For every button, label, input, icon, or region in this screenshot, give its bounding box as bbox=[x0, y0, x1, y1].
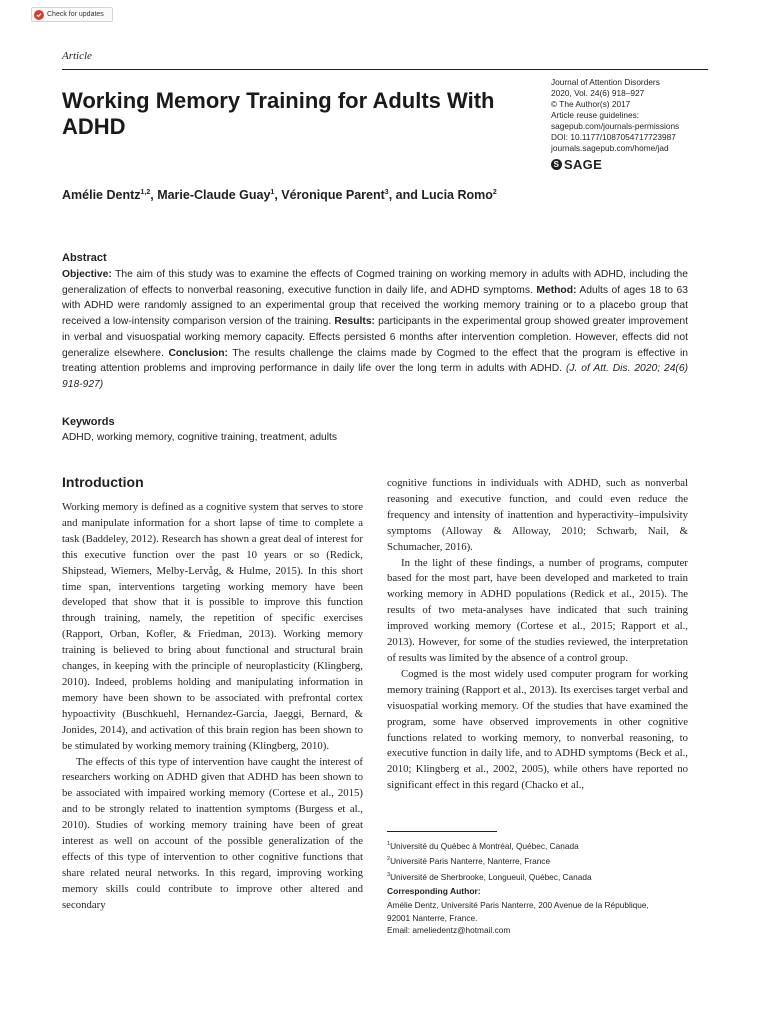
keywords-heading: Keywords bbox=[62, 416, 115, 428]
intro-left-column bbox=[62, 500, 363, 914]
doi-link[interactable]: DOI: 10.1177/1087054717723987 bbox=[551, 132, 676, 142]
affiliation-item: $^1$Université du Québec à Montréal, Québec, Canada bbox=[387, 840, 579, 851]
method-text: Adults of ages 18 to 63 with ADHD were randomly assigned to an experimental group that received the working memory training or to a placebo group that received a low-intensity comparison version of the training. bbox=[62, 284, 689, 328]
affiliation-item: $^2$Université Paris Nanterre, Nanterre, France bbox=[387, 856, 551, 867]
affiliations-list bbox=[387, 838, 707, 884]
keywords-list: ADHD, working memory, cognitive training, treatment, adults bbox=[62, 432, 338, 443]
results-label: Results: bbox=[334, 316, 375, 328]
sage-logo-icon: S bbox=[551, 159, 562, 170]
intro-paragraph: In the light of these findings, a number of programs, computer based for the most part, have been developed and marketed to train working memory in ADHD populations (Redick et al., 2015). The results of two meta-analyses have indicated that such training improved working memory (Cortese et al., 2015; Rapport et al., 2013). However, for some of the studies reviewed, the interpretation of results was limited by the absence of a control group. bbox=[387, 556, 688, 664]
author-affiliation-mark: 1 bbox=[270, 188, 275, 196]
intro-right-column bbox=[387, 476, 688, 794]
publisher-name: SAGE bbox=[564, 157, 603, 172]
author-name: Véronique Parent bbox=[281, 188, 385, 202]
intro-paragraph: Working memory is defined as a cognitive system that serves to store and manipulate information for a short lapse of time to complete a task (Baddeley, 2012). Research has shown a great deal of interest for this executive function over the past 10 years or so (Redick, Shipstead, Wiemers, Melby-Lervåg, & Hulme, 2015). In this short time span, interventions targeting working memory have been developed that show that it is possible to improve this function through training, namely, the repetition of specific exercises (Rapport, Orban, Kofler, & Friedman, 2013). Working memory training is believed to bring about functional and structural brain changes, in keeping with the principle of neuroplasticity (Klingberg, 2010). Indeed, problems holding and manipulating information in memory have been shown to be associated with prefrontal cortex hypoactivity (Buschkuehl, Hernandez-Garcia, Jaeggi, Bernard, & Jonides, 2014), and activation of this brain region has been shown to be stimulated by working memory training (Klingberg, 2010). bbox=[62, 501, 363, 752]
footnote-rule bbox=[387, 831, 497, 832]
abstract-body bbox=[62, 267, 688, 393]
method-label: Method: bbox=[536, 284, 577, 296]
author-affiliation-mark: 3 bbox=[384, 188, 389, 196]
objective-text: The aim of this study was to examine the effects of Cogmed training on working memory in adults with ADHD, including the generalization of effects to nonverbal reasoning, executive function in daily life, and ADHD symptoms. bbox=[62, 269, 688, 296]
paper-title: Working Memory Training for Adults With ADHD bbox=[62, 88, 495, 139]
author-affiliation-mark: 1,2 bbox=[140, 188, 151, 196]
journal-info bbox=[551, 77, 721, 154]
journal-name: Journal of Attention Disorders bbox=[551, 77, 660, 87]
journal-home-link[interactable]: journals.sagepub.com/home/jad bbox=[551, 143, 669, 153]
header-rule bbox=[62, 69, 708, 70]
reuse-guidelines-label: Article reuse guidelines: bbox=[551, 110, 640, 120]
copyright-line: © The Author(s) 2017 bbox=[551, 99, 631, 109]
intro-paragraph: Cogmed is the most widely used computer program for working memory training (Rapport et al., 2013). Its exercises target verbal and visuospatial working memory. Of the studies that have examined the program, some have observed improvements in other cognitive functions related to working memory, to nonverbal reasoning, to executive function in daily life, and to ADHD symptoms (Beck et al., 2010; Klingberg et al., 2002, 2005), while others have reported no significant effect in this regard (Chacko et al., bbox=[387, 667, 688, 792]
results-text: participants in the experimental group showed greater improvement in verbal and visuospatial working memory capacity. Effects persisted 6 months after intervention completion. However, effects did not generalize elsewhere. bbox=[62, 316, 688, 359]
corresponding-address-line: 92001 Nanterre, France. bbox=[387, 912, 478, 923]
abstract-citation: (J. of Att. Dis. 2020; 24(6) 918-927) bbox=[62, 363, 689, 390]
author-affiliation-mark: 2 bbox=[492, 188, 497, 196]
objective-label: Objective: bbox=[62, 269, 112, 280]
check-for-updates-badge[interactable] bbox=[31, 7, 113, 22]
corresponding-author-heading: Corresponding Author: bbox=[387, 886, 481, 896]
introduction-heading: Introduction bbox=[62, 474, 144, 490]
intro-paragraph: cognitive functions in individuals with ADHD, such as nonverbal reasoning and executive function, and could even reduce the frequency and intensity of inattention and hyperactivity–impulsivity symptoms (Alloway & Alloway, 2010; Schwarb, Nail, & Schumacher, 2016). bbox=[387, 477, 688, 553]
author-list: Amélie Dentz$^{1,2}$, Marie-Claude Guay$^1$, Véronique Parent$^3$, and Lucia Romo$^2$ bbox=[62, 188, 497, 202]
article-type-label: Article bbox=[62, 50, 92, 62]
check-for-updates-label: Check for updates bbox=[47, 11, 104, 18]
corresponding-author-details bbox=[387, 899, 707, 937]
intro-paragraph: The effects of this type of intervention have caught the interest of researchers working on ADHD given that ADHD has been shown to be associated with impaired working memory (Cortese et al., 2015) and to be strongly related to inattention symptoms (Burgess et al., 2010). Studies of working memory training have been of great interest as well on account of the possible generalization of the effects of this type of intervention to other cognitive functions that share related neural networks. In this regard, improving working memory skills could contribute to improve other altered and secondary bbox=[62, 755, 363, 911]
author-name: Amélie Dentz bbox=[62, 188, 141, 202]
author-name: Marie-Claude Guay bbox=[157, 188, 271, 202]
journal-volume: 2020, Vol. 24(6) 918–927 bbox=[551, 88, 645, 98]
corresponding-email[interactable]: Email: ameliedentz@hotmail.com bbox=[387, 925, 511, 935]
conclusion-text: The results challenge the claims made by Cogmed to the effect that the program is effective in treating attention problems and improving performance in daily life over the long term in adults with ADHD. bbox=[62, 347, 688, 375]
conclusion-label: Conclusion: bbox=[168, 347, 228, 359]
permissions-link[interactable]: sagepub.com/journals-permissions bbox=[551, 121, 680, 131]
abstract-heading: Abstract bbox=[62, 252, 107, 264]
corresponding-address-line: Amélie Dentz, Université Paris Nanterre, 200 Avenue de la République, bbox=[387, 900, 649, 910]
author-name: Lucia Romo bbox=[421, 188, 493, 202]
publisher-logo bbox=[551, 157, 602, 172]
affiliation-item: $^3$Université de Sherbrooke, Longueuil, Québec, Canada bbox=[387, 871, 592, 882]
check-for-updates-icon bbox=[34, 10, 44, 20]
